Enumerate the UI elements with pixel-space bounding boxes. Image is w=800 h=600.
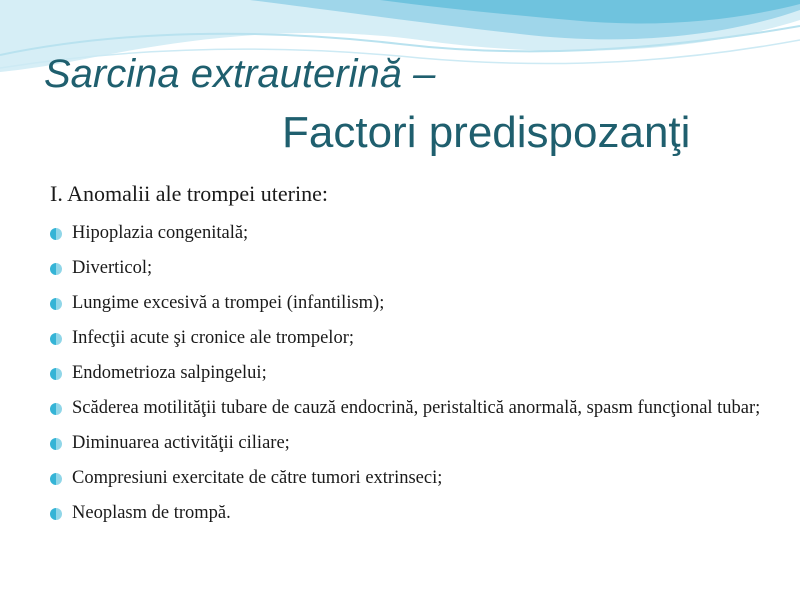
list-item (50, 500, 780, 526)
half-circle-bullet-icon (50, 403, 62, 415)
bullet-text: Scăderea motilităţii tubare de cauză endocrină, peristaltică anormală, spasm funcţional tubar; (72, 398, 761, 418)
half-circle-bullet-icon (50, 263, 62, 275)
list-item (50, 255, 780, 281)
slide-title-line-2: Factori predispozanţi (282, 108, 691, 157)
bullet-text: Diminuarea activităţii ciliare; (72, 433, 290, 453)
list-item (50, 360, 780, 386)
list-item (50, 220, 780, 246)
half-circle-bullet-icon (50, 438, 62, 450)
half-circle-bullet-icon (50, 333, 62, 345)
bullet-text: Endometrioza salpingelui; (72, 363, 267, 383)
list-item (50, 395, 780, 421)
bullet-list (50, 220, 780, 526)
half-circle-bullet-icon (50, 368, 62, 380)
half-circle-bullet-icon (50, 508, 62, 520)
slide-title-line-1: Sarcina extrauterină – (44, 52, 436, 96)
bullet-text: Hipoplazia congenitală; (72, 223, 249, 243)
section-heading: I. Anomalii ale trompei uterine: (50, 181, 328, 206)
half-circle-bullet-icon (50, 298, 62, 310)
bullet-text: Diverticol; (72, 258, 153, 278)
half-circle-bullet-icon (50, 228, 62, 240)
half-circle-bullet-icon (50, 473, 62, 485)
bullet-text: Lungime excesivă a trompei (infantilism); (72, 293, 385, 313)
list-item (50, 430, 780, 456)
list-item (50, 290, 780, 316)
list-item (50, 325, 780, 351)
bullet-text: Neoplasm de trompă. (72, 503, 231, 523)
list-item (50, 465, 780, 491)
bullet-text: Infecţii acute şi cronice ale trompelor; (72, 328, 354, 348)
slide-content (50, 180, 780, 535)
bullet-text: Compresiuni exercitate de către tumori extrinseci; (72, 468, 443, 488)
